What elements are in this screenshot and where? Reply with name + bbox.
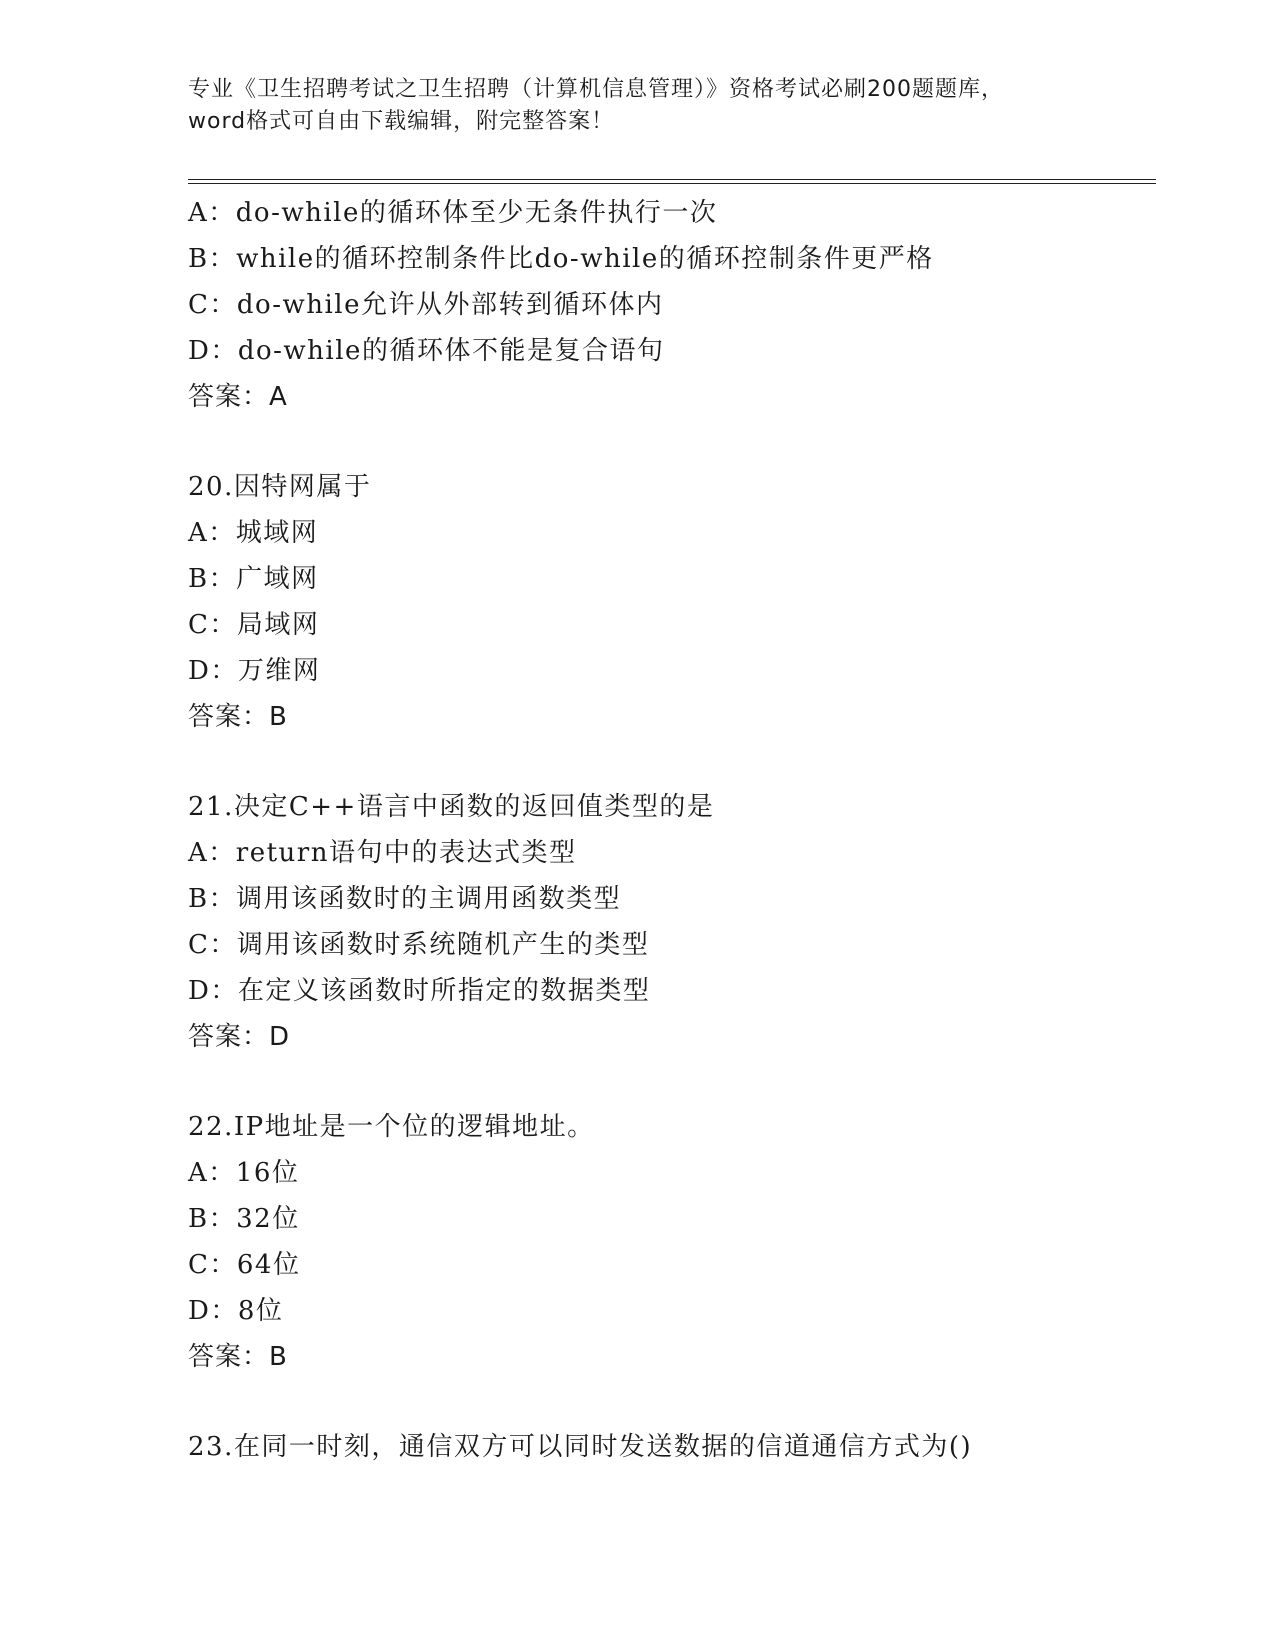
option-d: D：do-while的循环体不能是复合语句 (188, 336, 665, 366)
spacer (188, 1060, 1156, 1104)
question-stem: 23.在同一时刻，通信双方可以同时发送数据的信道通信方式为() (188, 1432, 973, 1462)
spacer (188, 740, 1156, 784)
question-20 (188, 464, 1156, 740)
question-21 (188, 784, 1156, 1060)
option-b: B：广域网 (188, 564, 319, 594)
option-d: D：在定义该函数时所指定的数据类型 (188, 976, 651, 1006)
option-a: A：do-while的循环体至少无条件执行一次 (188, 198, 718, 228)
question-list (188, 190, 1156, 1470)
header-line-2: word格式可自由下载编辑，附完整答案！ (188, 109, 615, 134)
question-stem: 22.IP地址是一个位的逻辑地址。 (188, 1112, 595, 1142)
option-d: D：万维网 (188, 656, 321, 686)
option-a: A：16位 (188, 1158, 300, 1188)
option-d: D：8位 (188, 1296, 284, 1326)
option-a: A：城域网 (188, 518, 319, 548)
question-23 (188, 1424, 1156, 1470)
option-c: C：64位 (188, 1250, 301, 1280)
answer: 答案：B (188, 1342, 288, 1372)
spacer (188, 420, 1156, 464)
option-a: A：return语句中的表达式类型 (188, 838, 577, 868)
answer: 答案：B (188, 702, 288, 732)
option-b: B：调用该函数时的主调用函数类型 (188, 884, 622, 914)
question-19 (188, 190, 1156, 420)
header-divider-bottom (188, 183, 1156, 184)
header-line-1: 专业《卫生招聘考试之卫生招聘（计算机信息管理）》资格考试必刷200题题库， (188, 77, 1004, 102)
option-c: C：局域网 (188, 610, 320, 640)
option-c: C：调用该函数时系统随机产生的类型 (188, 930, 650, 960)
answer: 答案：D (188, 1022, 291, 1052)
document-header (188, 74, 1148, 138)
option-b: B：32位 (188, 1204, 300, 1234)
answer: 答案：A (188, 382, 288, 412)
option-b: B：while的循环控制条件比do-while的循环控制条件更严格 (188, 244, 934, 274)
question-22 (188, 1104, 1156, 1380)
question-stem: 21.决定C++语言中函数的返回值类型的是 (188, 792, 715, 822)
option-c: C：do-while允许从外部转到循环体内 (188, 290, 664, 320)
spacer (188, 1380, 1156, 1424)
header-divider-top (188, 179, 1156, 180)
question-stem: 20.因特网属于 (188, 472, 372, 502)
